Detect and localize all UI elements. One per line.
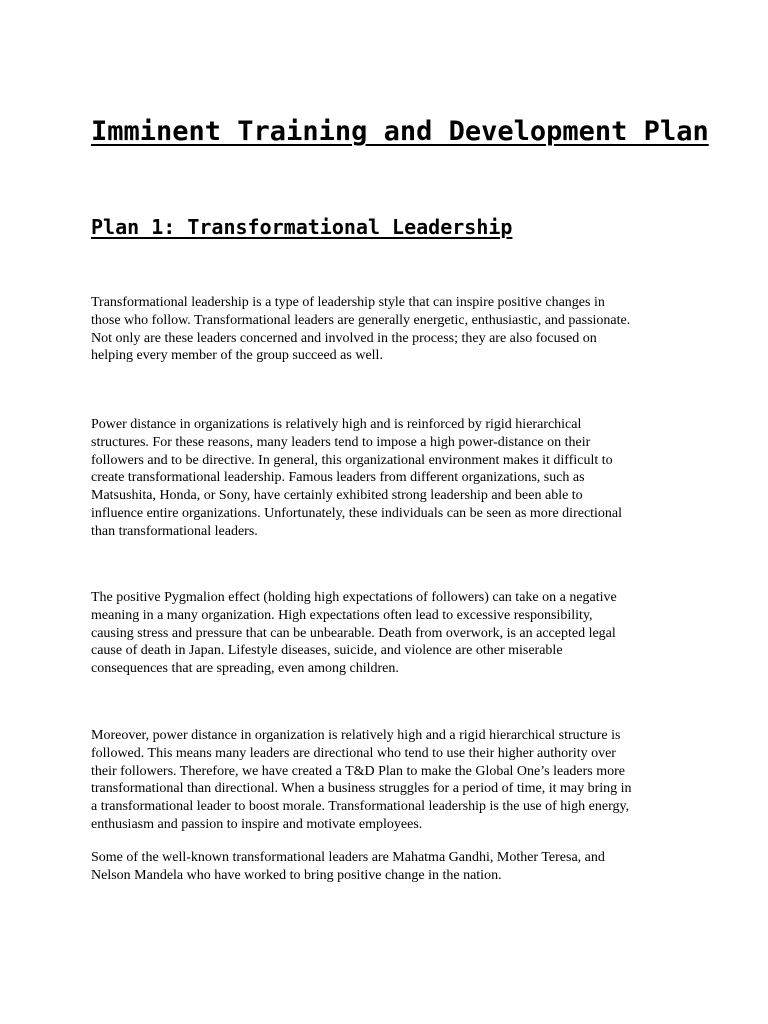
- paragraph-line: helping every member of the group succeed as well.: [91, 348, 383, 364]
- paragraph-famous-leaders: [91, 849, 691, 885]
- paragraph-pygmalion-effect: [91, 589, 691, 678]
- document-title: Imminent Training and Development Plan: [91, 116, 709, 147]
- section-heading: Plan 1: Transformational Leadership: [91, 215, 513, 239]
- paragraph-line: consequences that are spreading, even among children.: [91, 661, 399, 677]
- paragraph-line: their followers. Therefore, we have created a T&D Plan to make the Global One’s leaders more: [91, 763, 626, 779]
- paragraph-line: Power distance in organizations is relatively high and is reinforced by rigid hierarchical: [91, 417, 582, 432]
- paragraph-line: Moreover, power distance in organization is relatively high and a rigid hierarchical structure is: [91, 728, 621, 743]
- paragraph-line: causing stress and pressure that can be unbearable. Death from overwork, is an accepted legal: [91, 625, 616, 641]
- paragraph-line: a transformational leader to boost morale. Transformational leadership is the use of high energy,: [91, 799, 630, 815]
- paragraph-line: followed. This means many leaders are directional who tend to use their higher authority over: [91, 745, 616, 761]
- paragraph-line: transformational than directional. When a business struggles for a period of time, it may bring in: [91, 781, 632, 797]
- paragraph-line: than transformational leaders.: [91, 523, 258, 539]
- paragraph-line: structures. For these reasons, many leaders tend to impose a high power-distance on their: [91, 434, 591, 450]
- paragraph-definition: [91, 294, 691, 365]
- paragraph-line: Some of the well-known transformational leaders are Mahatma Gandhi, Mother Teresa, and: [91, 850, 605, 865]
- paragraph-line: Nelson Mandela who have worked to bring positive change in the nation.: [91, 867, 502, 883]
- paragraph-line: enthusiasm and passion to inspire and motivate employees.: [91, 816, 423, 832]
- paragraph-line: influence entire organizations. Unfortunately, these individuals can be seen as more directional: [91, 505, 623, 521]
- paragraph-line: followers and to be directive. In general, this organizational environment makes it difficult to: [91, 452, 613, 468]
- paragraph-line: those who follow. Transformational leaders are generally energetic, enthusiastic, and passionate.: [91, 312, 631, 328]
- paragraph-line: create transformational leadership. Famous leaders from different organizations, such as: [91, 470, 585, 486]
- paragraph-line: cause of death in Japan. Lifestyle diseases, suicide, and violence are other miserable: [91, 643, 563, 659]
- paragraph-line: meaning in a many organization. High expectations often lead to excessive responsibility,: [91, 607, 593, 623]
- paragraph-power-distance: [91, 416, 691, 541]
- paragraph-td-plan: [91, 727, 691, 834]
- paragraph-line: Not only are these leaders concerned and involved in the process; they are also focused on: [91, 330, 597, 346]
- paragraph-line: The positive Pygmalion effect (holding high expectations of followers) can take on a negative: [91, 590, 617, 605]
- paragraph-line: Matsushita, Honda, or Sony, have certainly exhibited strong leadership and been able to: [91, 488, 583, 504]
- paragraph-line: Transformational leadership is a type of leadership style that can inspire positive changes in: [91, 295, 605, 310]
